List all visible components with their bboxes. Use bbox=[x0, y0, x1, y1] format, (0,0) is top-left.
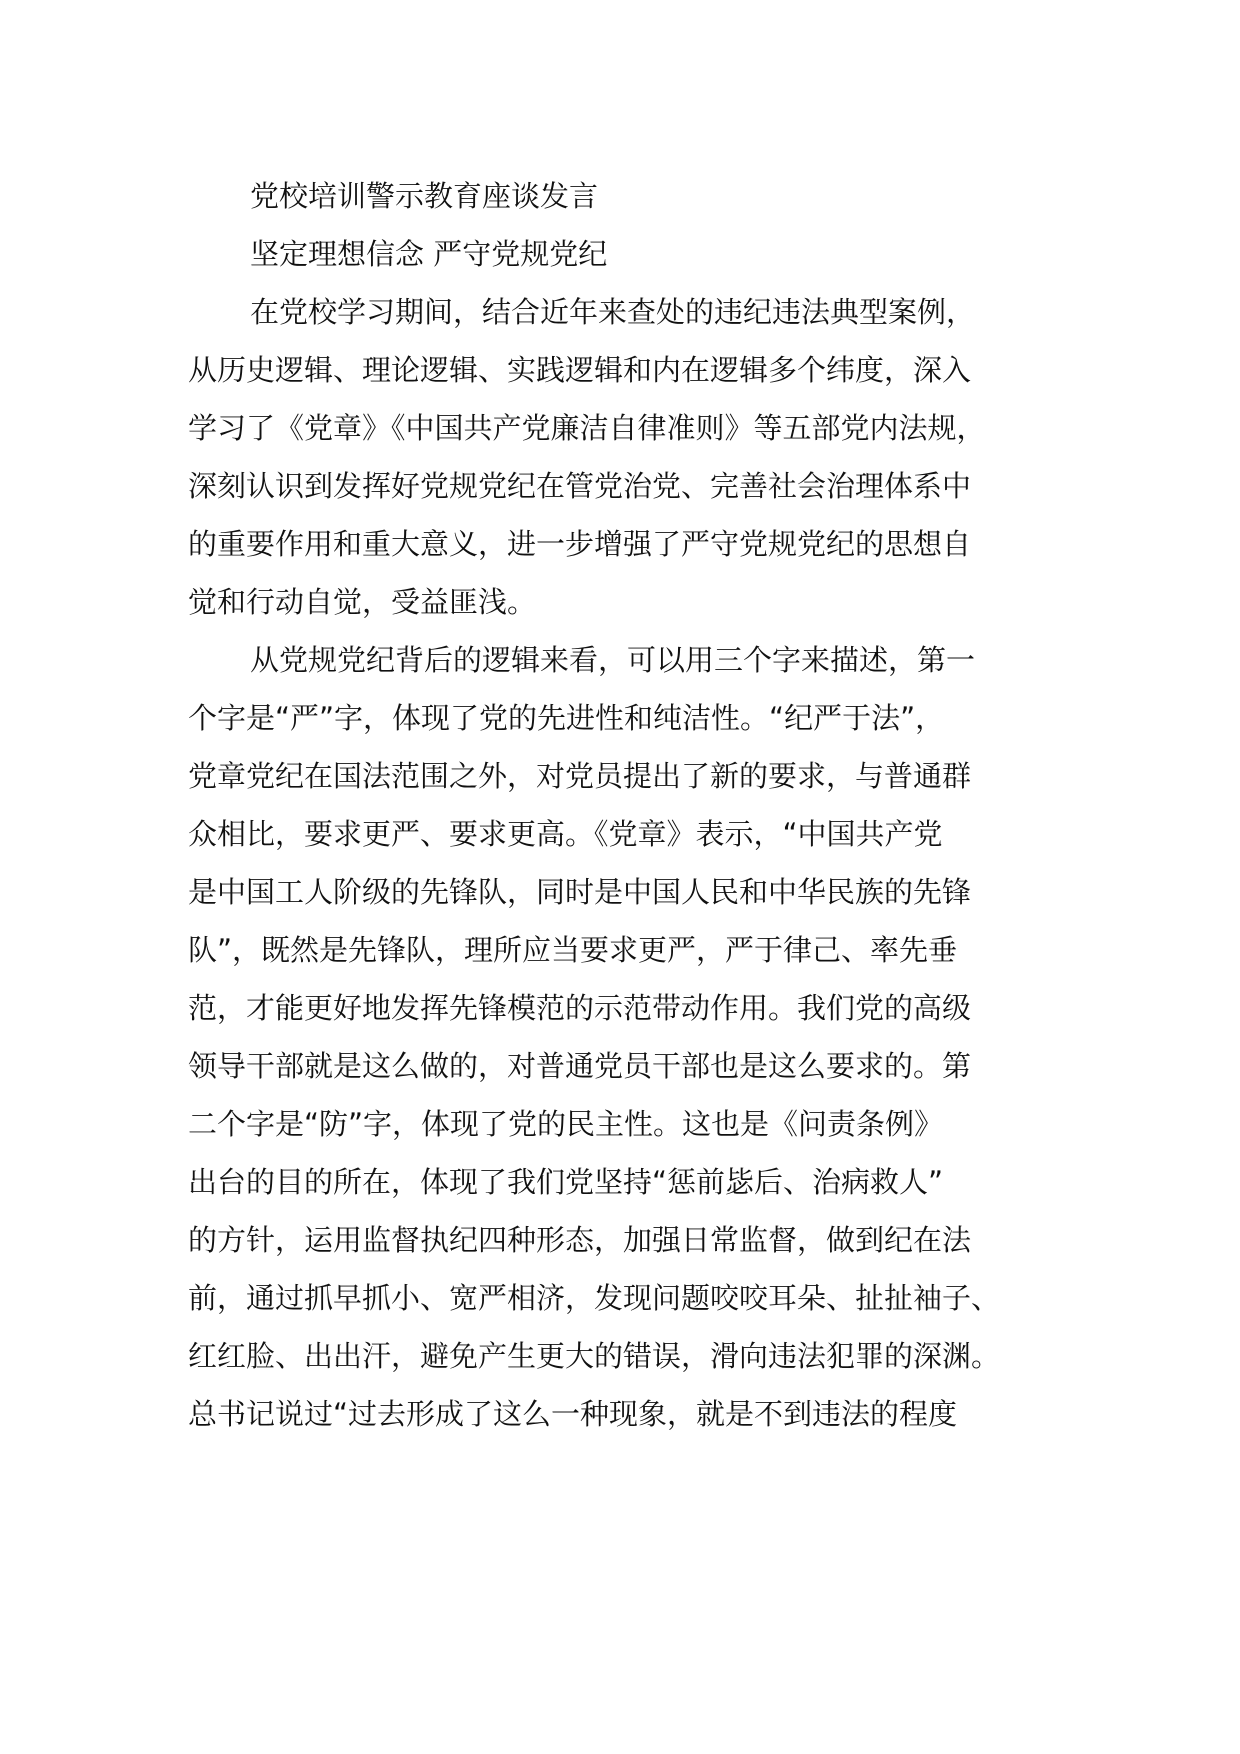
paragraph-line: 总书记说过“过去形成了这么一种现象，就是不到违法的程度 bbox=[188, 1397, 958, 1431]
paragraph-line: 二个字是“防”字，体现了党的民主性。这也是《问责条例》 bbox=[188, 1107, 944, 1141]
paragraph-line: 红红脸、出出汗，避免产生更大的错误，滑向违法犯罪的深渊。 bbox=[188, 1339, 1001, 1373]
paragraph-line: 前，通过抓早抓小、宽严相济，发现问题咬咬耳朵、扯扯袖子、 bbox=[188, 1281, 1001, 1315]
paragraph-line: 范，才能更好地发挥先锋模范的示范带动作用。我们党的高级 bbox=[188, 991, 972, 1025]
paragraph-line: 从党规党纪背后的逻辑来看，可以用三个字来描述，第一 bbox=[250, 643, 976, 677]
paragraph-line: 是中国工人阶级的先锋队，同时是中国人民和中华民族的先锋 bbox=[188, 875, 972, 909]
paragraph-line: 出台的目的所在，体现了我们党坚持“惩前毖后、治病救人” bbox=[188, 1165, 944, 1199]
paragraph-line: 从历史逻辑、理论逻辑、实践逻辑和内在逻辑多个纬度，深入 bbox=[188, 353, 972, 387]
document-title: 党校培训警示教育座谈发言 bbox=[250, 179, 599, 213]
paragraph-line: 的重要作用和重大意义，进一步增强了严守党规党纪的思想自 bbox=[188, 527, 972, 561]
paragraph-line: 学习了《党章》《中国共产党廉洁自律准则》等五部党内法规， bbox=[188, 411, 986, 445]
paragraph-line: 领导干部就是这么做的，对普通党员干部也是这么要求的。第 bbox=[188, 1049, 972, 1083]
paragraph-line: 众相比，要求更严、要求更高。《党章》表示，“中国共产党 bbox=[188, 817, 943, 851]
paragraph-line: 党章党纪在国法范围之外，对党员提出了新的要求，与普通群 bbox=[188, 759, 972, 793]
paragraph-line: 深刻认识到发挥好党规党纪在管党治党、完善社会治理体系中 bbox=[188, 469, 972, 503]
paragraph-line: 个字是“严”字，体现了党的先进性和纯洁性。“纪严于法”， bbox=[188, 701, 945, 735]
paragraph-line: 在党校学习期间，结合近年来查处的违纪违法典型案例， bbox=[250, 295, 976, 329]
document-subtitle: 坚定理想信念 严守党规党纪 bbox=[250, 237, 608, 271]
paragraph-line: 觉和行动自觉，受益匪浅。 bbox=[188, 585, 537, 619]
paragraph-line: 的方针，运用监督执纪四种形态，加强日常监督，做到纪在法 bbox=[188, 1223, 972, 1257]
paragraph-line: 队”，既然是先锋队，理所应当要求更严，严于律己、率先垂 bbox=[188, 933, 958, 967]
